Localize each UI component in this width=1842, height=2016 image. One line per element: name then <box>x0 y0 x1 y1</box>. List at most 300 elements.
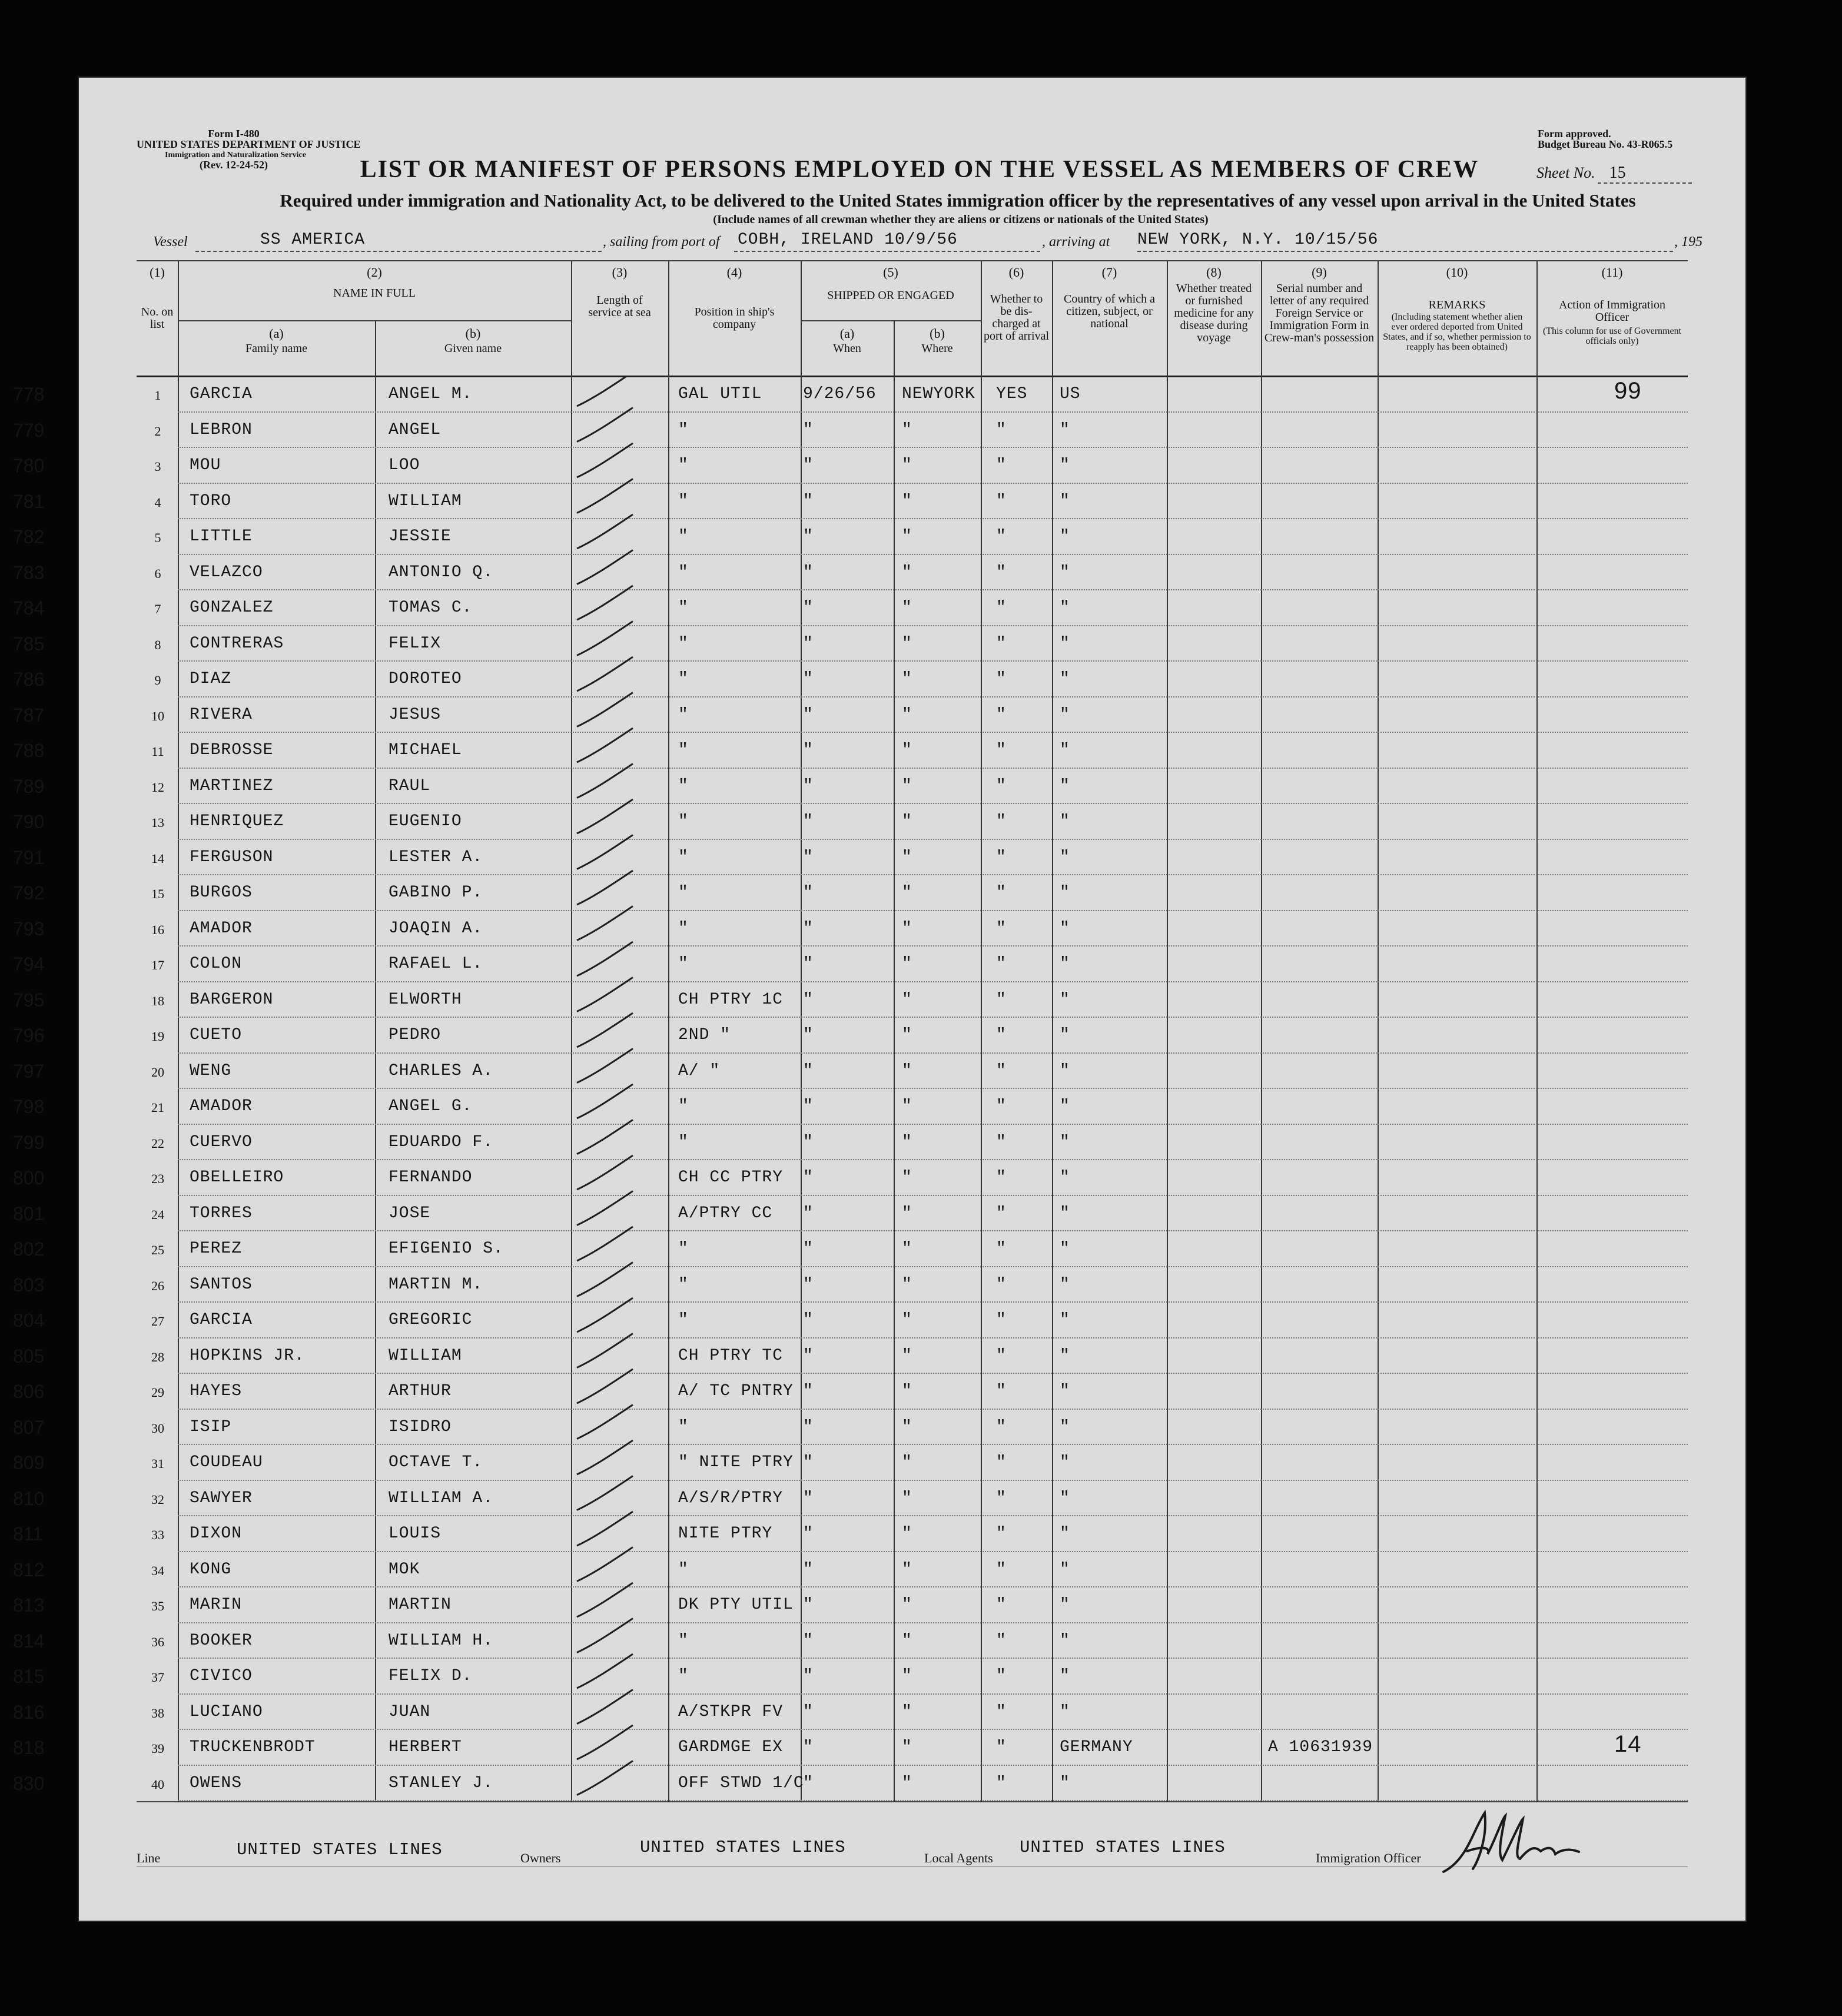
col5-number: (5) <box>883 265 898 280</box>
service-checkmark <box>577 1690 633 1724</box>
shipped-where: " <box>902 1453 912 1472</box>
shipped-when: " <box>803 420 814 439</box>
shipped-when: " <box>803 1275 814 1294</box>
country: " <box>1060 884 1070 902</box>
col5b-header: Where <box>921 342 953 355</box>
country: " <box>1060 955 1070 973</box>
given-name: JOSE <box>389 1204 431 1223</box>
shipped-where: " <box>902 1168 912 1187</box>
family-name: VELAZCO <box>190 563 263 582</box>
given-name: GREGORIC <box>389 1311 473 1329</box>
col11-number: (11) <box>1601 265 1623 280</box>
sequence-number: 798 <box>13 1096 45 1117</box>
shipped-where: " <box>902 741 912 759</box>
shipped-where: " <box>902 1738 912 1756</box>
row-divider <box>178 1373 1688 1374</box>
shipped-where: " <box>902 1097 912 1115</box>
given-name: OCTAVE T. <box>389 1453 483 1472</box>
service-checkmark <box>577 1476 633 1510</box>
list-number: 38 <box>151 1705 164 1721</box>
country: " <box>1060 1453 1070 1472</box>
given-name: MOK <box>389 1560 420 1579</box>
sequence-number: 793 <box>13 918 45 939</box>
position: " <box>678 634 689 653</box>
list-number: 21 <box>151 1100 164 1115</box>
family-name: LEBRON <box>190 420 253 439</box>
service-checkmark <box>577 871 633 905</box>
service-checkmark <box>577 376 633 406</box>
given-name: JESSIE <box>389 527 452 546</box>
service-checkmark <box>577 1227 633 1261</box>
col8-header: Whether treated or furnished medicine for any disease during voyage <box>1174 282 1254 344</box>
service-checkmark <box>577 1761 633 1795</box>
discharged: " <box>996 1417 1007 1436</box>
list-number: 25 <box>151 1243 164 1257</box>
service-checkmark <box>577 942 633 976</box>
list-number: 40 <box>151 1776 164 1792</box>
col4-number: (4) <box>726 265 742 280</box>
family-name: COUDEAU <box>190 1453 263 1472</box>
sequence-number: 789 <box>13 775 45 797</box>
shipped-when: " <box>803 1168 814 1187</box>
country: " <box>1060 705 1070 724</box>
discharged: " <box>996 1489 1007 1507</box>
country: " <box>1060 919 1070 938</box>
family-name: WENG <box>190 1061 232 1080</box>
discharged: " <box>996 1525 1007 1543</box>
country: " <box>1060 1417 1070 1436</box>
discharged: " <box>996 1204 1007 1223</box>
service-name: Immigration and Naturalization Service <box>165 151 306 160</box>
family-name: KONG <box>190 1560 232 1579</box>
discharged: " <box>996 1773 1007 1792</box>
given-name: EUGENIO <box>389 812 462 831</box>
country: " <box>1060 1275 1070 1294</box>
sequence-number: 786 <box>13 669 45 690</box>
shipped-where: " <box>902 1702 912 1721</box>
given-name: ANGEL <box>389 420 442 439</box>
list-number: 28 <box>151 1349 164 1364</box>
discharged: " <box>996 1097 1007 1115</box>
discharged: " <box>996 634 1007 653</box>
sequence-number: 788 <box>13 740 45 761</box>
shipped-where: " <box>902 812 912 831</box>
position: " <box>678 1132 689 1151</box>
shipped-where: " <box>902 776 912 795</box>
discharged: " <box>996 1631 1007 1650</box>
position: " <box>678 420 689 439</box>
row-divider <box>178 1195 1688 1196</box>
family-name: TORRES <box>190 1204 253 1223</box>
family-name: RIVERA <box>190 705 253 724</box>
sequence-number: 800 <box>13 1167 45 1188</box>
shipped-where: " <box>902 1596 912 1614</box>
country: " <box>1060 670 1070 688</box>
list-number: 9 <box>154 673 161 688</box>
family-name: CUERVO <box>190 1132 253 1151</box>
shipped-where: " <box>902 634 912 653</box>
position: 2ND " <box>678 1026 731 1044</box>
col5-header: SHIPPED OR ENGAGED <box>827 289 954 302</box>
given-name: FELIX D. <box>389 1667 473 1685</box>
shipped-where: " <box>902 420 912 439</box>
service-checkmark <box>577 1049 633 1083</box>
position: " <box>678 848 689 866</box>
col8-number: (8) <box>1206 265 1222 280</box>
list-number: 8 <box>154 637 161 652</box>
list-number: 18 <box>151 993 164 1008</box>
country: " <box>1060 1346 1070 1365</box>
given-name: MARTIN <box>389 1596 452 1614</box>
row-divider <box>178 839 1688 840</box>
country: " <box>1060 1596 1070 1614</box>
country: " <box>1060 1132 1070 1151</box>
shipped-when: " <box>803 1489 814 1507</box>
line-value: UNITED STATES LINES <box>237 1840 443 1859</box>
list-number: 32 <box>151 1492 164 1507</box>
service-checkmark <box>577 514 633 549</box>
sequence-number: 785 <box>13 633 45 655</box>
service-checkmark <box>577 586 633 620</box>
vessel-name-line <box>195 233 602 252</box>
given-name: ELWORTH <box>389 990 462 1009</box>
given-name: WILLIAM <box>389 1346 462 1365</box>
sequence-number: 780 <box>13 455 45 476</box>
shipped-where: " <box>902 919 912 938</box>
family-name: SAWYER <box>190 1489 253 1507</box>
list-number: 22 <box>151 1135 164 1151</box>
discharged: " <box>996 1132 1007 1151</box>
given-name: FERNANDO <box>389 1168 473 1187</box>
list-number: 14 <box>151 851 164 866</box>
officer-label: Immigration Officer <box>1316 1851 1421 1865</box>
discharged: " <box>996 1168 1007 1187</box>
shipped-where: " <box>902 1311 912 1329</box>
family-name: HAYES <box>190 1382 243 1400</box>
family-name: HENRIQUEZ <box>190 812 284 831</box>
owners-label: Owners <box>520 1851 561 1865</box>
given-name: RAFAEL L. <box>389 955 483 973</box>
row-divider <box>178 874 1688 875</box>
col2-header: NAME IN FULL <box>333 287 416 300</box>
shipped-when: " <box>803 1738 814 1756</box>
shipped-when: " <box>803 491 814 510</box>
country: " <box>1060 1631 1070 1650</box>
position: " <box>678 456 689 474</box>
shipped-where: " <box>902 1204 912 1223</box>
service-checkmark <box>577 1405 633 1439</box>
country: " <box>1060 491 1070 510</box>
service-checkmark <box>577 978 633 1012</box>
list-number: 31 <box>151 1456 164 1471</box>
given-name: WILLIAM A. <box>389 1489 494 1507</box>
given-name: EFIGENIO S. <box>389 1240 504 1258</box>
list-number: 23 <box>151 1171 164 1186</box>
shipped-where: " <box>902 1667 912 1685</box>
discharged: " <box>996 1738 1007 1756</box>
position: " <box>678 884 689 902</box>
family-name: DIXON <box>190 1525 243 1543</box>
shipped-where: " <box>902 456 912 474</box>
sequence-number: 795 <box>13 989 45 1011</box>
row-divider <box>178 945 1688 946</box>
owners-value: UNITED STATES LINES <box>640 1838 846 1857</box>
position: GARDMGE EX <box>678 1738 784 1756</box>
position: A/PTRY CC <box>678 1204 773 1223</box>
position: " <box>678 1631 689 1650</box>
shipped-where: " <box>902 848 912 866</box>
shipped-when: " <box>803 1773 814 1792</box>
list-number: 30 <box>151 1420 164 1436</box>
sequence-number: 794 <box>13 954 45 975</box>
shipped-where: " <box>902 527 912 546</box>
local-agents-label: Local Agents <box>924 1851 993 1865</box>
list-number: 20 <box>151 1064 164 1080</box>
row-divider <box>178 1230 1688 1231</box>
service-checkmark <box>577 657 633 691</box>
country: " <box>1060 1240 1070 1258</box>
discharged: " <box>996 812 1007 831</box>
shipped-where: " <box>902 884 912 902</box>
service-checkmark <box>577 443 633 477</box>
country: " <box>1060 1026 1070 1044</box>
family-name: BURGOS <box>190 884 253 902</box>
position: " <box>678 1311 689 1329</box>
position: " <box>678 1417 689 1436</box>
discharged: " <box>996 1275 1007 1294</box>
position: CH PTRY TC <box>678 1346 784 1365</box>
arriving-line <box>1137 233 1673 252</box>
list-number: 5 <box>154 530 161 545</box>
family-name: TRUCKENBRODT <box>190 1738 316 1756</box>
position: " <box>678 741 689 759</box>
sequence-number: 811 <box>13 1523 44 1545</box>
country: " <box>1060 741 1070 759</box>
sequence-number: 816 <box>13 1701 45 1723</box>
given-name: LOUIS <box>389 1525 442 1543</box>
discharged: " <box>996 563 1007 582</box>
service-checkmark <box>577 1512 633 1546</box>
shipped-where: " <box>902 1240 912 1258</box>
row-divider <box>178 518 1688 519</box>
manifest-sheet <box>13 77 1747 1922</box>
given-name: GABINO P. <box>389 884 483 902</box>
discharged: " <box>996 1702 1007 1721</box>
family-name: SANTOS <box>190 1275 253 1294</box>
family-name: CONTRERAS <box>190 634 284 653</box>
sequence-number: 805 <box>13 1345 45 1367</box>
shipped-when: " <box>803 884 814 902</box>
family-name: CIVICO <box>190 1667 253 1685</box>
position: A/STKPR FV <box>678 1702 784 1721</box>
discharged: YES <box>996 385 1028 403</box>
officer-signature <box>1432 1795 1585 1884</box>
shipped-where: " <box>902 1489 912 1507</box>
country: " <box>1060 1773 1070 1792</box>
shipped-when: " <box>803 527 814 546</box>
vessel-label: Vessel <box>153 234 188 250</box>
given-name: ARTHUR <box>389 1382 452 1400</box>
sequence-number: 814 <box>13 1630 45 1652</box>
given-name: ISIDRO <box>389 1417 452 1436</box>
year-label: , 195 <box>1674 234 1702 250</box>
row-divider <box>178 1088 1688 1089</box>
shipped-where: " <box>902 955 912 973</box>
position: " <box>678 1097 689 1115</box>
sheet-label: Sheet No. <box>1536 164 1595 181</box>
col6-number: (6) <box>1008 265 1024 280</box>
country: " <box>1060 848 1070 866</box>
family-name: BOOKER <box>190 1631 253 1650</box>
position: CH PTRY 1C <box>678 990 784 1009</box>
row-divider <box>178 1124 1688 1125</box>
row-divider <box>178 411 1688 413</box>
form-number: Form I-480 <box>208 128 260 140</box>
given-name: JOAQIN A. <box>389 919 483 938</box>
list-number: 4 <box>154 494 161 510</box>
shipped-when: " <box>803 1702 814 1721</box>
shipped-where: " <box>902 1773 912 1792</box>
sailing-label: , sailing from port of <box>603 234 720 250</box>
row-divider <box>178 1052 1688 1054</box>
position: OFF STWD 1/C <box>678 1773 804 1792</box>
position: " <box>678 599 689 617</box>
include-note: (Include names of all crewman whether they are aliens or citizens or nationals of the United States) <box>713 213 1209 226</box>
serial-number: A 10631939 <box>1268 1738 1373 1756</box>
list-number: 7 <box>154 602 161 616</box>
service-checkmark <box>577 764 633 798</box>
country: " <box>1060 456 1070 474</box>
given-name: MARTIN M. <box>389 1275 483 1294</box>
shipped-where: " <box>902 1275 912 1294</box>
country: " <box>1060 420 1070 439</box>
family-name: CUETO <box>190 1026 243 1044</box>
shipped-when: " <box>803 776 814 795</box>
col2-number: (2) <box>367 265 382 280</box>
shipped-where: " <box>902 491 912 510</box>
position: CH CC PTRY <box>678 1168 784 1187</box>
sequence-number: 801 <box>13 1203 45 1224</box>
service-checkmark <box>577 799 633 833</box>
discharged: " <box>996 1240 1007 1258</box>
shipped-where: " <box>902 670 912 688</box>
family-name: MOU <box>190 456 221 474</box>
row-divider <box>178 1159 1688 1160</box>
service-checkmark <box>577 835 633 869</box>
col3-number: (3) <box>612 265 628 280</box>
shipped-where: " <box>902 1560 912 1579</box>
shipped-where: " <box>902 1026 912 1044</box>
country: " <box>1060 527 1070 546</box>
row-divider <box>178 554 1688 555</box>
country: " <box>1060 990 1070 1009</box>
col5b-letter: (b) <box>930 326 945 341</box>
shipped-when: " <box>803 919 814 938</box>
sequence-number: 802 <box>13 1238 45 1260</box>
position: " <box>678 812 689 831</box>
family-name: DEBROSSE <box>190 741 274 759</box>
service-checkmark <box>577 1725 633 1759</box>
position: " <box>678 1240 689 1258</box>
list-number: 39 <box>151 1741 164 1756</box>
shipped-when: 9/26/56 <box>803 385 877 403</box>
given-name: MICHAEL <box>389 741 462 759</box>
family-name: FERGUSON <box>190 848 274 866</box>
position: " <box>678 491 689 510</box>
service-checkmark <box>577 408 633 442</box>
family-name: TORO <box>190 491 232 510</box>
list-number: 29 <box>151 1385 164 1400</box>
service-checkmark <box>577 1155 633 1190</box>
row-divider <box>178 1337 1688 1339</box>
shipped-when: " <box>803 1132 814 1151</box>
service-checkmark <box>577 1298 633 1332</box>
position: GAL UTIL <box>678 385 762 403</box>
col3-header: Length of service at sea <box>588 294 651 319</box>
discharged: " <box>996 705 1007 724</box>
country: " <box>1060 1204 1070 1223</box>
country: " <box>1060 634 1070 653</box>
shipped-where: " <box>902 705 912 724</box>
service-checkmark <box>577 622 633 656</box>
given-name: STANLEY J. <box>389 1773 494 1792</box>
sequence-number: 791 <box>13 846 45 868</box>
col9-header: Serial number and letter of any required Foreign Service or Immigration Form in Crew-man's possession <box>1264 282 1375 344</box>
shipped-where: " <box>902 1382 912 1400</box>
service-checkmark <box>577 1084 633 1118</box>
given-name: WILLIAM <box>389 491 462 510</box>
shipped-when: " <box>803 1525 814 1543</box>
given-name: LOO <box>389 456 420 474</box>
list-number: 34 <box>151 1563 164 1578</box>
shipped-when: " <box>803 1240 814 1258</box>
position: " <box>678 955 689 973</box>
list-number: 11 <box>151 744 164 759</box>
row-divider <box>178 1765 1688 1766</box>
shipped-when: " <box>803 1311 814 1329</box>
col11-note: (This column for use of Government officials only) <box>1542 326 1682 346</box>
service-checkmark <box>577 1191 633 1225</box>
row-divider <box>178 1729 1688 1730</box>
line-label: Line <box>137 1851 161 1865</box>
country: " <box>1060 812 1070 831</box>
row-divider <box>178 803 1688 804</box>
sequence-number: 797 <box>13 1060 45 1082</box>
col9-number: (9) <box>1312 265 1327 280</box>
manifest-title: LIST OR MANIFEST OF PERSONS EMPLOYED ON THE VESSEL AS MEMBERS OF CREW <box>360 156 1479 183</box>
position: NITE PTRY <box>678 1525 773 1543</box>
discharged: " <box>996 1026 1007 1044</box>
arriving-at: NEW YORK, N.Y. 10/15/56 <box>1137 231 1379 249</box>
family-name: LITTLE <box>190 527 253 546</box>
officer-action: 99 <box>1614 378 1642 404</box>
shipped-when: " <box>803 1346 814 1365</box>
local-agents-value: UNITED STATES LINES <box>1020 1838 1226 1857</box>
sequence-number: 810 <box>13 1487 45 1509</box>
row-divider <box>178 1409 1688 1410</box>
list-number: 33 <box>151 1527 164 1542</box>
shipped-where: " <box>902 1417 912 1436</box>
col7-number: (7) <box>1101 265 1117 280</box>
service-checkmark <box>577 906 633 941</box>
sequence-number: 790 <box>13 811 45 832</box>
position: " <box>678 527 689 546</box>
discharged: " <box>996 599 1007 617</box>
list-number: 13 <box>151 815 164 830</box>
service-checkmark <box>577 1619 633 1653</box>
list-number: 26 <box>151 1278 164 1293</box>
sequence-number: 815 <box>13 1666 45 1687</box>
